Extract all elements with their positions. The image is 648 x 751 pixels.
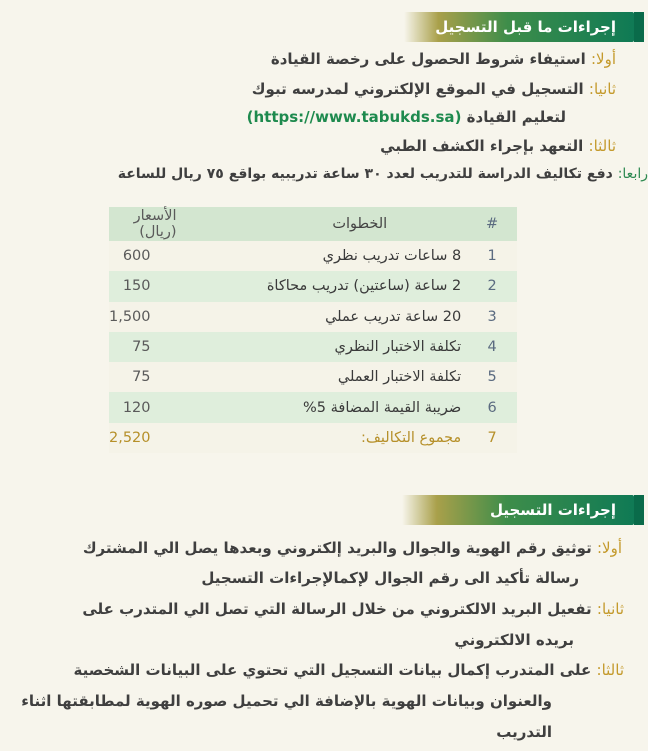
header-price: الأسعار (ريال) <box>109 207 189 241</box>
row-num: 4 <box>467 332 517 362</box>
reg-item-3-line-1 <box>73 661 624 679</box>
reg-item-1-line-1 <box>83 539 622 557</box>
table-row <box>109 302 517 332</box>
pre-item-4 <box>118 166 648 182</box>
header-step: الخطوات <box>189 207 468 241</box>
pre-item-2-continuation <box>247 108 566 126</box>
reg-item-3-line-2 <box>21 692 552 710</box>
header-num: # <box>467 207 517 241</box>
row-price: 120 <box>109 392 189 422</box>
pre-item-1 <box>271 50 616 68</box>
row-step: 8 ساعات تدريب نظري <box>189 241 468 271</box>
pre-item-2 <box>252 80 616 98</box>
row-num: 2 <box>467 271 517 301</box>
fees-table <box>109 207 517 453</box>
row-step: ضريبة القيمة المضافة 5% <box>189 392 468 422</box>
row-price: 600 <box>109 241 189 271</box>
table-row-total <box>109 423 517 453</box>
row-price: 1,500 <box>109 302 189 332</box>
row-price: 150 <box>109 271 189 301</box>
row-step: تكلفة الاختبار العملي <box>189 362 468 392</box>
reg-item-text: توثيق رقم الهوية والجوال والبريد إلكتروني وبعدها يصل الي المشترك <box>82 539 592 557</box>
row-num: 6 <box>467 392 517 422</box>
ordinal-label: أولا: <box>590 50 616 68</box>
ordinal-label: أولا: <box>596 539 622 557</box>
registration-heading <box>402 495 634 525</box>
pre-item-text: استيفاء شروط الحصول على رخصة القيادة <box>270 50 586 68</box>
row-num: 7 <box>467 423 517 453</box>
pre-registration-heading <box>404 12 634 42</box>
row-step: 2 ساعة (ساعتين) تدريب محاكاة <box>189 271 468 301</box>
banner-tail <box>634 495 644 525</box>
reg-item-text: التدريب <box>496 723 552 741</box>
ordinal-label: ثالثا: <box>588 137 616 155</box>
ordinal-label: ثالثا: <box>596 661 624 679</box>
pre-registration-heading-text: إجراءات ما قبل التسجيل <box>435 18 616 36</box>
pre-item-text: التعهد بإجراء الكشف الطبي <box>380 137 584 155</box>
row-num: 1 <box>467 241 517 271</box>
reg-item-3-line-3 <box>496 723 552 741</box>
row-price: 75 <box>109 362 189 392</box>
pre-item-text: دفع تكاليف الدراسة للتدريب لعدد ٣٠ ساعة تدريبيه بواقع ٧٥ ريال للساعة <box>117 166 613 182</box>
reg-item-text: بريده الالكتروني <box>454 631 574 649</box>
reg-item-2-line-1 <box>82 600 624 618</box>
reg-item-text: تفعيل البريد الالكتروني من خلال الرسالة التي تصل الي المتدرب على <box>82 600 592 618</box>
reg-item-text: والعنوان وبيانات الهوية بالإضافة الي تحميل صوره الهوية لمطابقتها اثناء <box>21 692 552 710</box>
reg-item-1-line-2 <box>201 569 579 587</box>
row-num: 3 <box>467 302 517 332</box>
pre-item-3 <box>380 137 616 155</box>
table-header-row <box>109 207 517 241</box>
reg-item-2-line-2 <box>454 631 574 649</box>
table-row <box>109 241 517 271</box>
table-row <box>109 392 517 422</box>
row-num: 5 <box>467 362 517 392</box>
pre-item-text: التسجيل في الموقع الإلكتروني لمدرسه تبوك <box>251 80 584 98</box>
row-price: 75 <box>109 332 189 362</box>
table-row <box>109 362 517 392</box>
row-step: تكلفة الاختبار النظري <box>189 332 468 362</box>
reg-item-text: على المتدرب إكمال بيانات التسجيل التي تحتوي على البيانات الشخصية <box>73 661 592 679</box>
row-step: مجموع التكاليف: <box>189 423 468 453</box>
ordinal-label: رابعا: <box>617 166 648 182</box>
pre-item-text: لتعليم القيادة <box>466 108 566 126</box>
website-link[interactable]: (https://www.tabukds.sa) <box>246 108 462 126</box>
registration-heading-text: إجراءات التسجيل <box>489 501 616 519</box>
table-row <box>109 271 517 301</box>
banner-tail <box>634 12 644 42</box>
table-row <box>109 332 517 362</box>
row-step: 20 ساعة تدريب عملي <box>189 302 468 332</box>
ordinal-label: ثانيا: <box>588 80 616 98</box>
row-price: 2,520 <box>109 423 189 453</box>
reg-item-text: رسالة تأكيد الى رقم الجوال لإكمالإجراءات التسجيل <box>201 569 579 587</box>
ordinal-label: ثانيا: <box>596 600 624 618</box>
